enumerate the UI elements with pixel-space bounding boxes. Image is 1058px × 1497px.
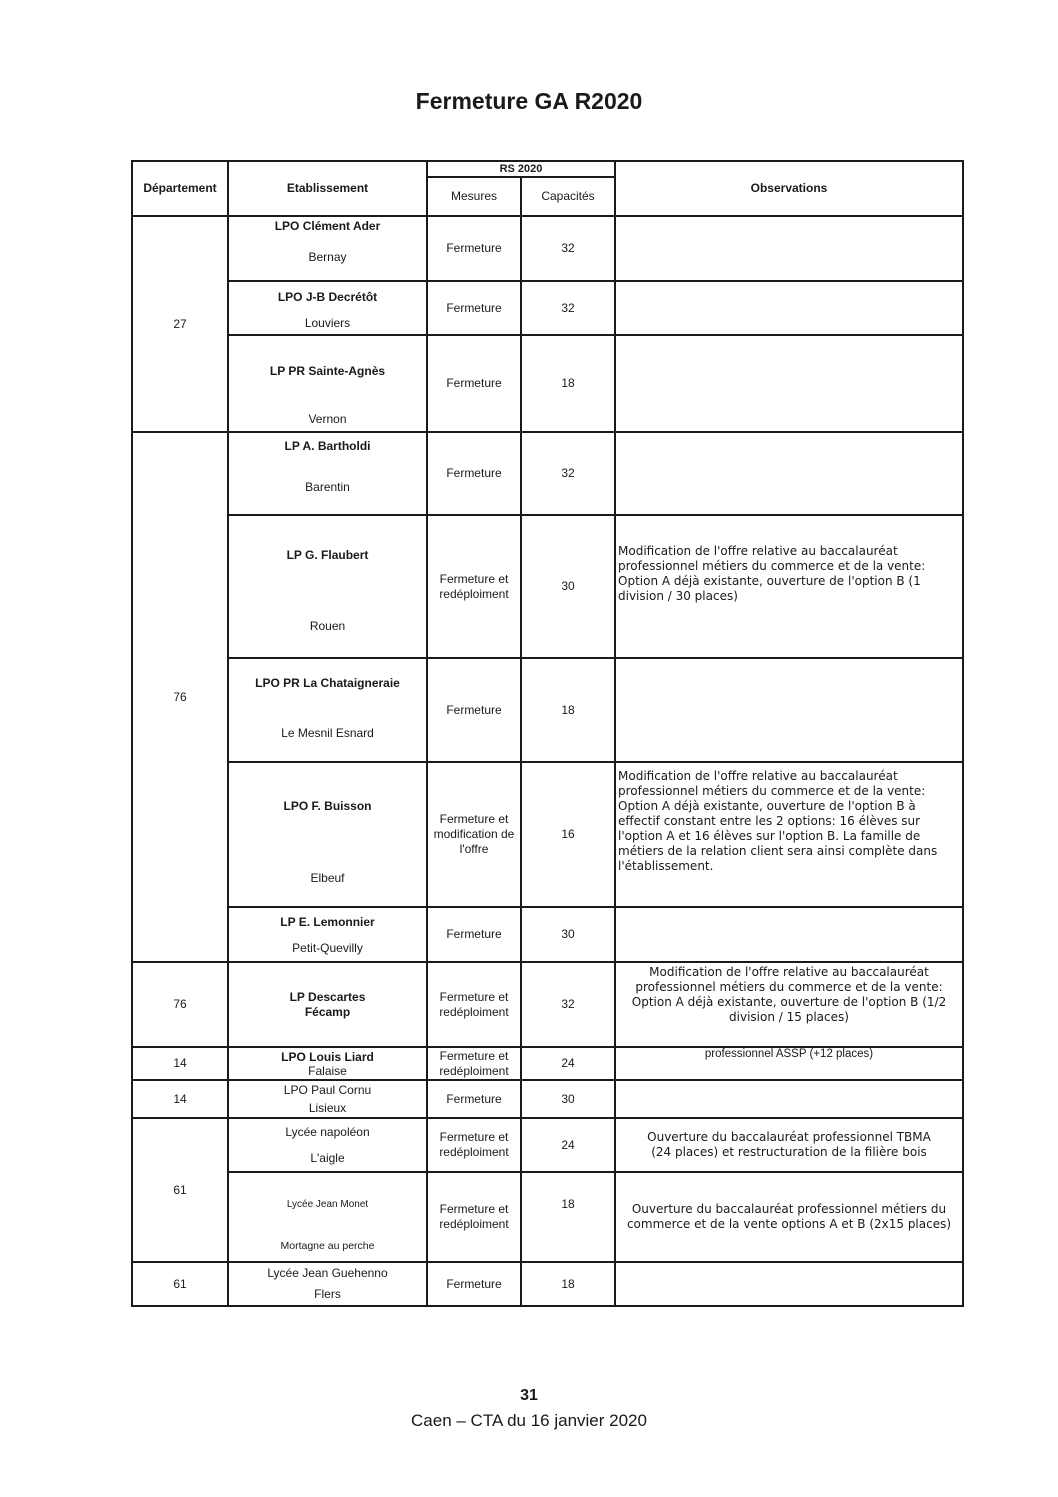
table-row [132,515,963,658]
etablissement-name: LPO F. Buisson [283,799,372,813]
etablissement-cell [228,1262,427,1306]
etablissement-city: Lisieux [308,1101,347,1115]
capacite-cell: 18 [521,1262,615,1306]
etablissement-cell [228,335,427,432]
etablissement-name: LPO Louis Liard [281,1049,374,1064]
closures-table [131,160,964,1307]
etablissement-city: Fécamp [304,1004,351,1019]
observation-cell: Modification de l'offre relative au baccalauréat professionnel métiers du commerce et de la vente: Option A déjà existante, ouverture de l'option B (1 division / 30 places) [615,515,963,658]
capacite-cell: 32 [521,962,615,1047]
mesure-cell: Fermeture [427,907,521,962]
header-capacites: Capacités [521,177,615,216]
table-row [132,907,963,962]
etablissement-city: Rouen [309,619,346,633]
capacite-cell: 30 [521,1080,615,1118]
departement-cell: 61 [132,1118,228,1262]
mesure-cell: Fermeture [427,335,521,432]
etablissement-cell [228,281,427,335]
etablissement-city: L'aigle [310,1151,345,1165]
etablissement-name: Lycée Jean Monet [286,1199,369,1210]
etablissement-cell [228,962,427,1047]
table-row [132,216,963,281]
observation-cell [615,907,963,962]
departement-cell: 76 [132,432,228,962]
observation-cell [615,281,963,335]
observation-cell: Modification de l'offre relative au baccalauréat professionnel métiers du commerce et de la vente: Option A déjà existante, ouverture de l'option B à effectif constant entre les 2 options: 16 élèves sur l'option A et 16 élèves sur l'option B. La famille de métiers de la relation client sera ainsi complète dans l'établissement. [615,762,963,907]
etablissement-city: Vernon [308,412,347,426]
etablissement-name: LP A. Bartholdi [284,439,371,453]
etablissement-name: LP Descartes [289,989,366,1004]
mesure-cell: Fermeture [427,1080,521,1118]
etablissement-cell [228,216,427,281]
table-row [132,432,963,515]
mesure-cell: Fermeture et redéploiment [427,962,521,1047]
etablissement-name: LPO PR La Chataigneraie [255,676,400,690]
page-number: 31 [520,1387,538,1404]
capacite-cell: 18 [521,335,615,432]
header-mesures: Mesures [427,177,521,216]
capacite-cell: 32 [521,281,615,335]
observation-cell [615,1262,963,1306]
mesure-cell: Fermeture [427,1262,521,1306]
table-row [132,658,963,762]
departement-cell: 61 [132,1262,228,1306]
capacite-cell: 18 [521,1172,615,1262]
header-departement: Département [132,161,228,216]
etablissement-cell [228,1047,427,1080]
mesure-cell: Fermeture et modification de l'offre [427,762,521,907]
table-row [132,962,963,1047]
header-row-1 [132,161,963,177]
observation-cell [615,216,963,281]
mesure-cell: Fermeture [427,432,521,515]
observation-cell: professionnel ASSP (+12 places) [615,1047,963,1080]
etablissement-cell [228,432,427,515]
etablissement-city: Petit-Quevilly [292,941,363,955]
etablissement-city: Mortagne au perche [280,1240,375,1252]
mesure-cell: Fermeture et redéploiment [427,515,521,658]
table-row [132,1118,963,1172]
table-row [132,762,963,907]
capacite-cell: 16 [521,762,615,907]
departement-cell: 14 [132,1080,228,1118]
capacite-cell: 24 [521,1118,615,1172]
etablissement-city: Falaise [308,1063,347,1078]
etablissement-name: Lycée napoléon [285,1125,370,1139]
observation-cell [615,658,963,762]
mesure-cell: Fermeture et redéploiment [427,1118,521,1172]
footer-text: Caen – CTA du 16 janvier 2020 [411,1411,647,1430]
etablissement-city: Bernay [308,250,347,264]
departement-cell: 27 [132,216,228,432]
mesure-cell: Fermeture et redéploiment [427,1172,521,1262]
table-row [132,1080,963,1118]
etablissement-city: Flers [314,1287,341,1301]
header-observations: Observations [615,161,963,216]
departement-cell: 14 [132,1047,228,1080]
header-rs-2020: RS 2020 [427,161,615,177]
etablissement-city: Le Mesnil Esnard [281,726,374,740]
header-etablissement: Etablissement [228,161,427,216]
etablissement-name: LPO J-B Decrétôt [277,290,378,304]
capacite-cell: 30 [521,515,615,658]
etablissement-name: Lycée Jean Guehenno [267,1266,388,1280]
etablissement-city: Louviers [304,316,351,330]
observation-cell: Ouverture du baccalauréat professionnel métiers du commerce et de la vente options A et B (2x15 places) [615,1172,963,1262]
etablissement-cell [228,907,427,962]
mesure-cell: Fermeture [427,216,521,281]
etablissement-name: LP PR Sainte-Agnès [269,364,386,378]
etablissement-cell [228,515,427,658]
etablissement-city: Barentin [305,480,350,494]
capacite-cell: 18 [521,658,615,762]
etablissement-name: LP E. Lemonnier [280,915,375,929]
observation-cell [615,335,963,432]
observation-cell [615,432,963,515]
etablissement-city: Elbeuf [310,871,345,885]
table-row [132,335,963,432]
etablissement-cell [228,1118,427,1172]
capacite-cell: 32 [521,216,615,281]
observation-cell [615,1080,963,1118]
capacite-cell: 30 [521,907,615,962]
table-row [132,1262,963,1306]
table-row [132,1172,963,1262]
etablissement-cell [228,658,427,762]
etablissement-cell [228,762,427,907]
etablissement-name: LPO Paul Cornu [283,1083,372,1097]
table-row [132,1047,963,1080]
etablissement-name: LP G. Flaubert [286,548,369,562]
mesure-cell: Fermeture [427,281,521,335]
etablissement-name: LPO Clément Ader [274,219,381,233]
departement-cell: 76 [132,962,228,1047]
etablissement-cell [228,1080,427,1118]
observation-cell: Ouverture du baccalauréat professionnel TBMA (24 places) et restructuration de la filière bois [615,1118,963,1172]
capacite-cell: 24 [521,1047,615,1080]
mesure-cell: Fermeture [427,658,521,762]
observation-cell: Modification de l'offre relative au baccalauréat professionnel métiers du commerce et de la vente: Option A déjà existante, ouverture de l'option B (1/2 division / 15 places) [615,962,963,1047]
etablissement-cell [228,1172,427,1262]
table-row [132,281,963,335]
capacite-cell: 32 [521,432,615,515]
mesure-cell: Fermeture et redéploiment [427,1047,521,1080]
page-title: Fermeture GA R2020 [415,88,643,114]
